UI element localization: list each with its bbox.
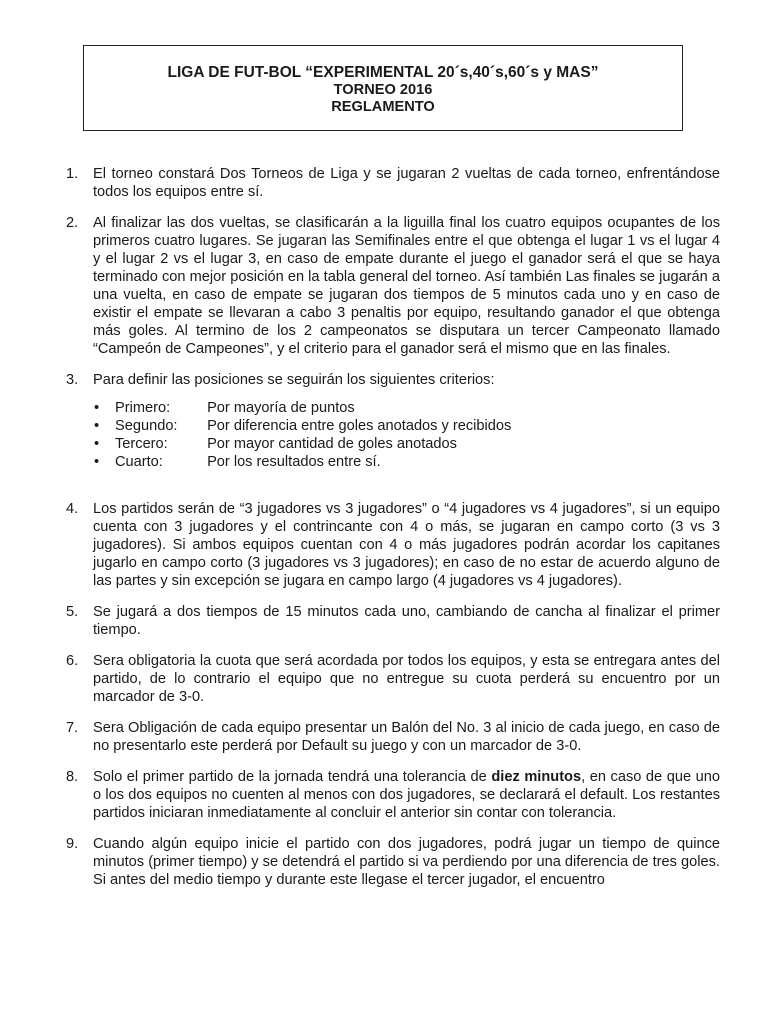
criterion-desc: Por mayor cantidad de goles anotados [207, 436, 457, 452]
criterion-item [93, 399, 720, 417]
bullet-icon: • [94, 454, 100, 470]
bullet-icon: • [94, 418, 100, 434]
rule-text: Al finalizar las dos vueltas, se clasificarán a la liguilla final los cuatro equipos ocupantes de los primeros cuatro lugares. Se jugaran las Semifinales entre el que obtenga el lugar 1 vs el lugar 4 y el lugar 2 vs el lugar 3, en caso de empate durante el juego el ganador será el que se haya terminado con mejor posición en la tabla general del torneo. Así también Las finales se jugarán a una vuelta, en caso de empate se jugaran dos tiempos de 5 minutos cada uno y en caso de existir el empate se llevaran a cabo 3 penaltis por equipo, resultando ganador el que obtenga más goles. Al termino de los 2 campeonatos se disputara un tercer Campeonato llamado “Campeón de Campeones”, y el criterio para el ganador será el mismo que en las finales. [93, 215, 720, 357]
rule-text-bold: diez minutos [491, 769, 582, 785]
rule-9 [66, 835, 720, 889]
criteria-list [93, 399, 720, 471]
criterion-label: Segundo: [115, 418, 178, 434]
rule-text: El torneo constará Dos Torneos de Liga y se jugaran 2 vueltas de cada torneo, enfrentándose todos los equipos entre sí. [93, 166, 720, 200]
criterion-item [93, 417, 720, 435]
rule-text: Para definir las posiciones se seguirán los siguientes criterios: [93, 372, 495, 388]
rule-2 [66, 214, 720, 358]
rule-number: 2. [66, 215, 79, 231]
document-type: REGLAMENTO [331, 99, 435, 115]
rule-number: 4. [66, 501, 79, 517]
bullet-icon: • [94, 436, 100, 452]
rule-text-before: Solo el primer partido de la jornada tendrá una tolerancia de [93, 769, 492, 785]
league-title: LIGA DE FUT-BOL “EXPERIMENTAL 20´s,40´s,60´s y MAS” [167, 64, 599, 81]
criterion-label: Cuarto: [115, 454, 163, 470]
criterion-label: Tercero: [115, 436, 168, 452]
document-header [83, 45, 683, 131]
criterion-desc: Por mayoría de puntos [207, 400, 355, 416]
rule-text: Cuando algún equipo inicie el partido con dos jugadores, podrá jugar un tiempo de quince minutos (primer tiempo) y se detendrá el partido si va perdiendo por una diferencia de tres goles. Si antes del medio tiempo y durante este llegase el tercer jugador, el encuentro [93, 836, 720, 888]
rule-4 [66, 500, 720, 590]
rule-number: 1. [66, 166, 79, 182]
rule-5 [66, 603, 720, 639]
criterion-desc: Por diferencia entre goles anotados y recibidos [207, 418, 512, 434]
rule-text: Sera Obligación de cada equipo presentar un Balón del No. 3 al inicio de cada juego, en caso de no presentarlo este perderá por Default su juego y con un marcador de 3-0. [93, 720, 720, 754]
rule-number: 3. [66, 372, 79, 388]
rule-6 [66, 652, 720, 706]
rule-text-after: , en caso de que uno o los dos equipos no cuenten al menos con dos jugadores, se declarará el default. Los restantes partidos iniciaran inmediatamente al concluir el anterior sin contar con tolerancia. [93, 769, 721, 821]
rules-list [66, 165, 720, 902]
rule-number: 9. [66, 836, 79, 852]
rule-number: 5. [66, 604, 79, 620]
criterion-label: Primero: [115, 400, 171, 416]
bullet-icon: • [94, 400, 100, 416]
rule-text: Se jugará a dos tiempos de 15 minutos cada uno, cambiando de cancha al finalizar el primer tiempo. [93, 604, 720, 638]
rule-7 [66, 719, 720, 755]
rule-number: 7. [66, 720, 79, 736]
rule-text: Los partidos serán de “3 jugadores vs 3 jugadores” o “4 jugadores vs 4 jugadores”, si un equipo cuenta con 3 jugadores y el contrincante con 4 o más, se jugaran en campo corto (3 vs 3 jugadores). Si ambos equipos cuentan con 4 o más jugadores podrán acordar los capitanes jugarlo en campo corto (3 jugadores vs 3 jugadores); en caso de no estar de acuerdo alguno de las partes y sin excepción se jugara en campo largo (4 jugadores vs 4 jugadores). [93, 501, 720, 589]
criterion-item [93, 435, 720, 453]
rule-1 [66, 165, 720, 201]
rule-text: Sera obligatoria la cuota que será acordada por todos los equipos, y esta se entregara antes del partido, de lo contrario el equipo que no entregue su cuota perderá su encuentro por un marcador de 3-0. [93, 653, 720, 705]
rule-number: 8. [66, 769, 79, 785]
rule-number: 6. [66, 653, 79, 669]
criterion-desc: Por los resultados entre sí. [207, 454, 381, 470]
tournament-year: TORNEO 2016 [333, 82, 433, 98]
rule-3 [66, 371, 720, 471]
rule-8 [66, 768, 720, 822]
criterion-item [93, 453, 720, 471]
